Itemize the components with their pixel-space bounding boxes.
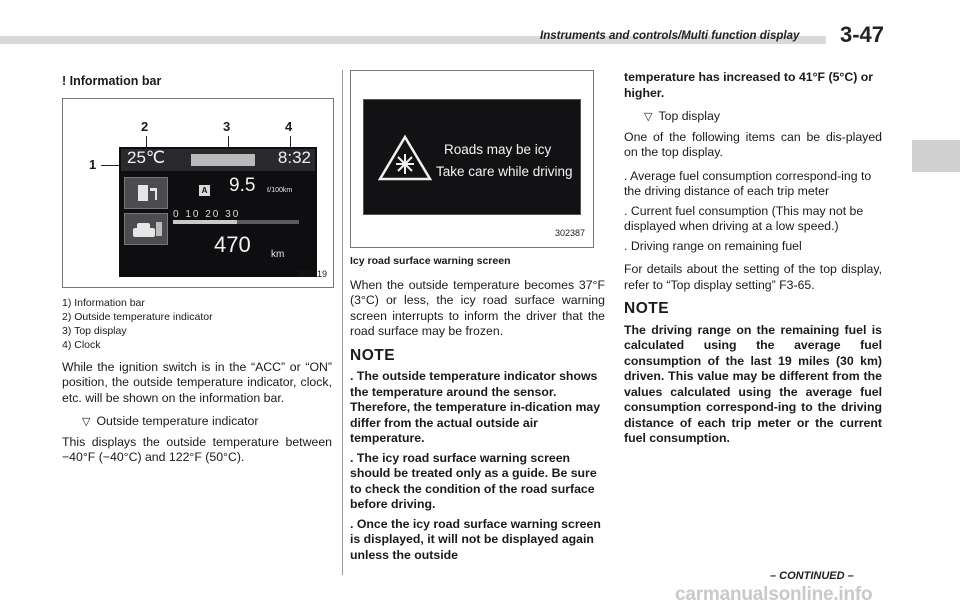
triangle-marker-icon: ▽ [644, 111, 653, 123]
subheading-label: Top display [658, 109, 720, 123]
icy-warning-triangle-icon [378, 134, 432, 182]
bullet-marker: . [350, 369, 354, 383]
figure-code: 303019 [296, 269, 327, 279]
warning-line-1: Roads may be icy [444, 142, 552, 157]
callout-1: 1 [89, 156, 97, 172]
bullet-marker: . [624, 168, 628, 183]
car-range-icon [124, 213, 168, 245]
clock-readout: 8:32 [277, 147, 311, 167]
note-heading: NOTE [624, 300, 670, 317]
fuel-unit: ℓ/100km [267, 186, 293, 194]
multi-function-display [119, 147, 317, 277]
section-heading: ! Information bar [62, 74, 162, 88]
callout-4: 4 [285, 118, 293, 134]
subheading-outside-temp [82, 414, 332, 431]
note-item [350, 451, 605, 513]
note-text: The outside temperature indicator shows the temperature around the sensor. Therefore, the temperature in-dication may differ from the actual outside air temperature. [350, 369, 601, 445]
watermark: carmanualsonline.info [675, 584, 873, 605]
figure-caption: Icy road surface warning screen [350, 255, 511, 267]
bullet-marker: . [624, 203, 628, 218]
triangle-marker-icon: ▽ [82, 416, 91, 428]
driving-range-readout: 470 [214, 231, 251, 257]
list-item-text: Current fuel consumption (This may not be displayed when driving at a low speed.) [624, 203, 864, 233]
note-heading: NOTE [350, 346, 396, 364]
bullet-marker: . [624, 238, 628, 253]
list-item-text: Driving range on remaining fuel [630, 238, 802, 253]
paragraph-reference: For details about the setting of the top display, refer to “Top display setting” F3-65. [624, 262, 882, 292]
icy-road-warning-figure [350, 70, 594, 248]
bullet-marker: . [350, 450, 354, 465]
list-item [624, 204, 882, 235]
caption-item-4: 4) Clock [62, 338, 101, 351]
fuel-pump-icon [124, 177, 168, 209]
fuel-scale-ticks: 0 10 20 30 [173, 208, 241, 220]
list-item [624, 239, 882, 255]
list-item [624, 169, 882, 200]
figure-code: 302387 [554, 227, 585, 238]
continued-label: – CONTINUED – [770, 570, 854, 582]
top-display-bar [191, 154, 255, 166]
note-text: The icy road surface warning screen should be treated only as a guide. Be sure to check the condition of the road surface before driving. [350, 450, 597, 511]
note-item [350, 369, 605, 447]
note-continuation: temperature has increased to 41°F (5°C) or higher. [624, 70, 874, 100]
caption-item-1: 1) Information bar [62, 296, 145, 309]
page-number: 3-47 [840, 22, 885, 47]
note-item [350, 517, 605, 564]
column-right [624, 70, 882, 455]
paragraph-outside-temp: This displays the outside temperature between −40°F (−40°C) and 122°F (50°C). [62, 434, 332, 464]
list-item-text: Average fuel consumption correspond-ing to the driving distance of each trip meter [624, 168, 872, 198]
subheading-top-display [644, 109, 882, 126]
note-text: Once the icy road surface warning screen is displayed, it will not be displayed again unless the outside [350, 516, 601, 562]
column-left [62, 74, 332, 474]
outside-temp-readout: 25℃ [127, 147, 166, 167]
fuel-scale-fill [173, 220, 237, 224]
bullet-marker: . [350, 516, 354, 531]
information-bar-figure [62, 98, 334, 288]
paragraph-info-bar: While the ignition switch is in the “ACC” or “ON” position, the outside temperature indicator, clock, etc. will be shown on the information bar. [62, 359, 332, 405]
column-divider [342, 70, 343, 575]
running-header: Instruments and controls/Multi function display [540, 30, 800, 42]
caption-item-3: 3) Top display [62, 324, 127, 337]
fuel-consumption-readout: 9.5 [229, 174, 256, 196]
subheading-label: Outside temperature indicator [96, 414, 259, 428]
column-middle [350, 70, 605, 567]
paragraph-icy-road: When the outside temperature becomes 37°F (3°C) or less, the icy road surface warning screen interrupts to inform the driver that the road surface may be frozen. [350, 277, 605, 338]
warning-screen [363, 99, 581, 215]
warning-line-2: Take care while driving [436, 164, 573, 179]
leader-line-1 [101, 165, 119, 166]
chapter-tab [912, 140, 960, 172]
callout-2: 2 [141, 118, 149, 134]
paragraph-top-display: One of the following items can be dis-played on the top display. [624, 129, 882, 159]
note-driving-range: The driving range on the remaining fuel is calculated using the average fuel consumption of the last 19 miles (30 km) driven. This value may be different from the values calculated using the average fuel consumption correspond-ing to the driving distance of each trip meter or the current fuel consumption. [624, 322, 882, 445]
callout-3: 3 [223, 118, 231, 134]
average-badge: A [199, 185, 210, 196]
caption-item-2: 2) Outside temperature indicator [62, 310, 213, 323]
range-unit: km [271, 248, 285, 260]
